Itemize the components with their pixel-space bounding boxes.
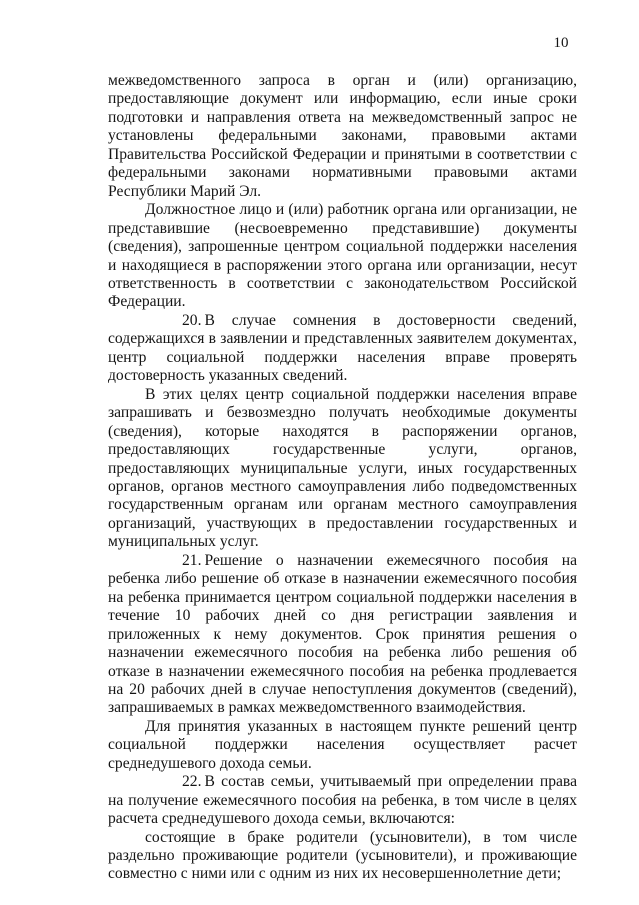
paragraph-text: Решение о назначении ежемесячного пособия на ребенка либо решение об отказе в назначении ежемесячного пособия на ребенка принимается центром социальной поддержки населения в течение 10 рабочих дней со дня регистрации заявления и приложенных к нему документов. Срок принятия решения о назначении ежемесячного пособия на ребенка либо решения об отказе в назначении ежемесячного пособия на ребенка продлевается на 20 рабочих дней в случае непоступления документов (сведений), запрашиваемых в рамках межведомственного взаимодействия. <box>108 551 577 717</box>
document-body <box>108 72 577 884</box>
paragraph-requests <box>108 386 577 552</box>
paragraph-item-21 <box>108 552 577 718</box>
item-number: 22. <box>182 773 202 791</box>
paragraph-text: В состав семьи, учитываемый при определении права на получение ежемесячного пособия на ребенка, в том числе в целях расчета среднедушевого дохода семьи, включаются: <box>108 773 577 828</box>
paragraph-income-calculation <box>108 718 577 773</box>
item-number: 20. <box>182 311 202 329</box>
paragraph-item-20 <box>108 312 577 386</box>
paragraph-continuation <box>108 72 577 201</box>
paragraph-text: В этих целях центр социальной поддержки населения вправе запрашивать и безвозмездно получать необходимые документы (сведения), которые находятся в распоряжении органов, предоставляющих государственные услуги, органов, предоставляющих муниципальные услуги, иных государственных органов, органов местного самоуправления либо подведомственных государственным органам или органам местного самоуправления организаций, участвующих в предоставлении государственных и муниципальных услуг. <box>108 385 577 551</box>
page-number: 10 <box>553 35 569 51</box>
paragraph-item-22 <box>108 773 577 828</box>
paragraph-text: Должностное лицо и (или) работник органа или организации, не представившие (несвоевременно представившие) документы (сведения), запрошенные центром социальной поддержки населения и находящиеся в распоряжении этого органа или организации, несут ответственность в соответствии с законодательством Российской Федерации. <box>108 201 577 311</box>
paragraph-text: межведомственного запроса в орган и (или) организацию, предоставляющие документ или информацию, если иные сроки подготовки и направления ответа на межведомственный запрос не установлены федеральными законами, правовыми актами Правительства Российской Федерации и принятыми в соответствии с федеральными законами нормативными правовыми актами Республики Марий Эл. <box>108 72 577 200</box>
paragraph-family-members <box>108 829 577 884</box>
paragraph-text: В случае сомнения в достоверности сведений, содержащихся в заявлении и представленных заявителем документах, центр социальной поддержки населения вправе проверять достоверность указанных сведений. <box>108 311 577 385</box>
paragraph-text: состоящие в браке родители (усыновители), в том числе раздельно проживающие родители (усыновители), и проживающие совместно с ними или с одним из них их несовершеннолетние дети; <box>108 828 577 883</box>
item-number: 21. <box>182 551 202 569</box>
paragraph-text: Для принятия указанных в настоящем пункте решений центр социальной поддержки населения осуществляет расчет среднедушевого дохода семьи. <box>108 717 577 772</box>
paragraph-responsibility <box>108 201 577 312</box>
